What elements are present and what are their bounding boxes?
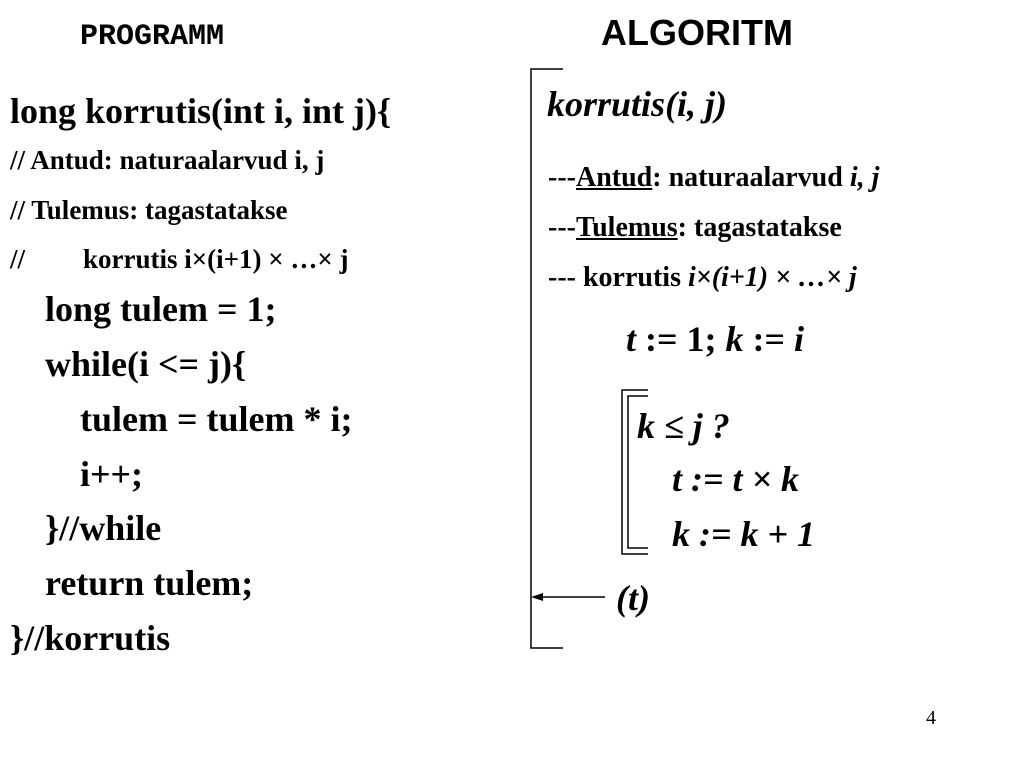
algorithm-given-keyword: Antud <box>575 162 653 193</box>
algorithm-given-rest: : naturaalarvud <box>652 162 850 193</box>
code-comment-product: korrutis i×(i+1) × …× j <box>83 244 349 274</box>
algorithm-output: (t) <box>616 578 650 618</box>
code-comment-prefix: // <box>10 244 26 274</box>
algorithm-init-op1: := 1; <box>636 319 726 359</box>
code-loop: while(i <= j){ <box>45 344 247 384</box>
algorithm-loop-step-1: t := t × k <box>672 459 800 499</box>
code-comment-given: // Antud: naturaalarvud i, j <box>10 145 325 175</box>
code-loop-end: }//while <box>45 508 162 548</box>
algorithm-given-vars: i, j <box>849 162 880 193</box>
algorithm-result-keyword: Tulemus <box>575 212 678 243</box>
algorithm-result-prefix: --- <box>548 212 576 243</box>
page-number: 4 <box>926 707 936 729</box>
algorithm-result-line <box>548 212 842 244</box>
code-signature: long korrutis(int i, int j){ <box>10 91 392 131</box>
code-body-1: tulem = tulem * i; <box>80 399 353 439</box>
algorithm-loop-step-2: k := k + 1 <box>672 514 816 554</box>
program-title: PROGRAMM <box>80 20 225 54</box>
algorithm-result-rest: : tagastatakse <box>677 212 842 243</box>
algorithm-outer-bracket <box>531 69 563 648</box>
output-arrow-head <box>531 593 543 601</box>
algorithm-init-k: k <box>725 319 744 359</box>
code-return: return tulem; <box>45 563 254 603</box>
algorithm-given-line <box>548 162 879 194</box>
code-func-end: }//korrutis <box>10 618 171 658</box>
algorithm-init-op2: := <box>743 319 795 359</box>
algorithm-init <box>626 318 804 360</box>
algorithm-header-args: (i, j) <box>665 84 728 124</box>
algorithm-product-expr: i×(i+1) × …× j <box>687 262 857 293</box>
algorithm-header <box>547 83 727 125</box>
algorithm-product-line <box>548 262 857 294</box>
code-body-2: i++; <box>80 454 144 494</box>
code-init: long tulem = 1; <box>45 289 277 329</box>
algorithm-product-prefix: --- korrutis <box>548 262 688 293</box>
algorithm-init-t: t <box>626 319 637 359</box>
algorithm-init-i: i <box>794 319 805 359</box>
code-comment-result: // Tulemus: tagastatakse <box>10 195 288 225</box>
algorithm-title: ALGORITM <box>601 12 793 53</box>
algorithm-given-prefix: --- <box>548 162 576 193</box>
algorithm-loop-condition: k ≤ j ? <box>637 406 730 446</box>
algorithm-header-name: korrutis <box>547 84 666 124</box>
